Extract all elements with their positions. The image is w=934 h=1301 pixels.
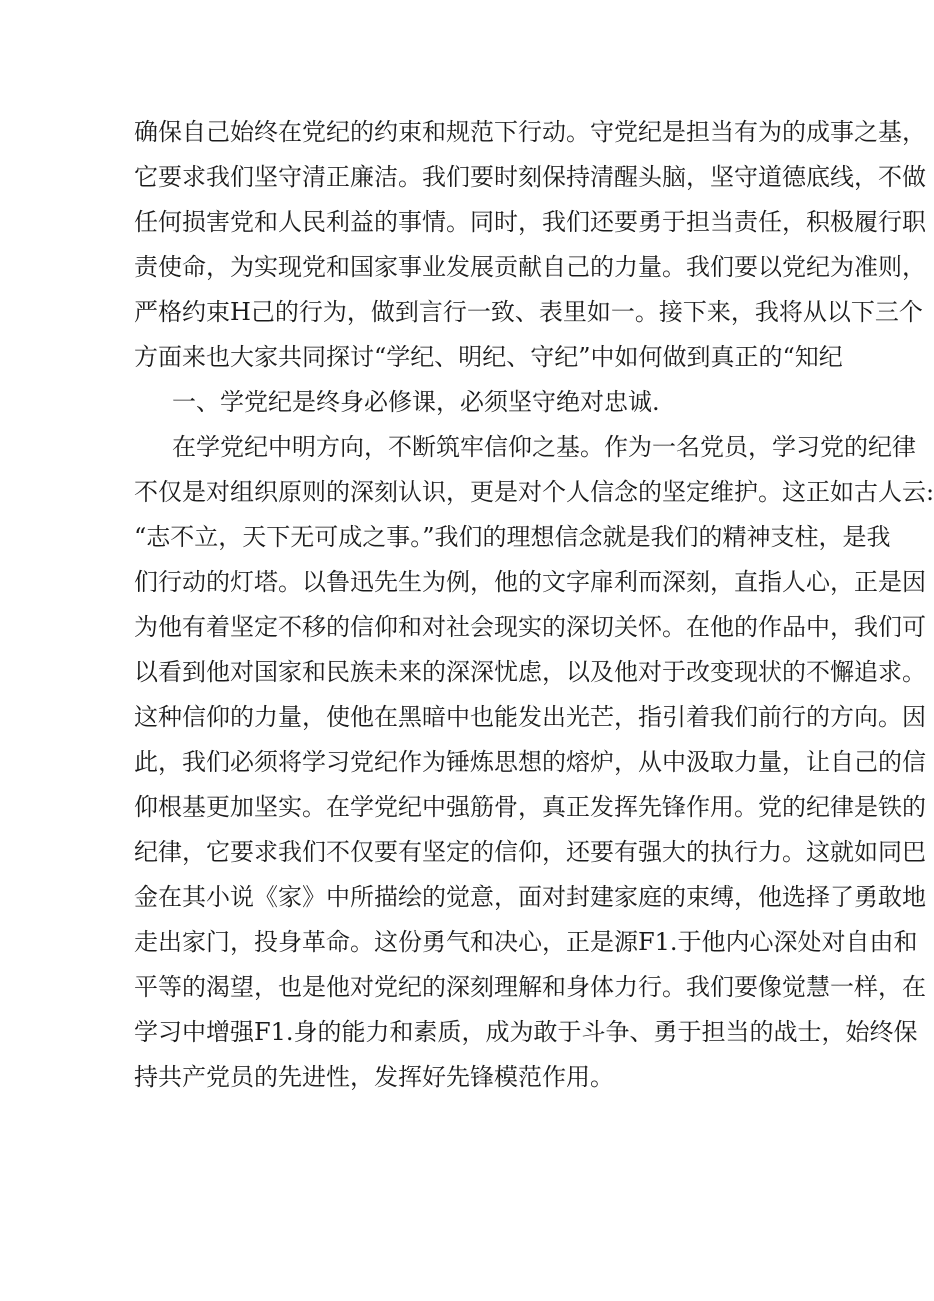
text-line: 责使命，为实现党和国家事业发展贡献自己的力量。我们要以党纪为准则， <box>134 253 926 281</box>
text-line: 它要求我们坚守清正廉洁。我们要时刻保持清醒头脑，坚守道德底线，不做 <box>134 163 926 191</box>
text-line: “志不立，天下无可成之事。”我们的理想信念就是我们的精神支柱，是我 <box>134 523 891 551</box>
text-line: 们行动的灯塔。以鲁迅先生为例，他的文字扉利而深刻，直指人心，正是因 <box>134 568 926 596</box>
document-body <box>134 110 934 1100</box>
text-line: 方面来也大家共同探讨“学纪、明纪、守纪”中如何做到真正的“知纪 <box>134 343 843 371</box>
text-line: 为他有着坚定不移的信仰和对社会现实的深切关怀。在他的作品中，我们可 <box>134 613 926 641</box>
text-line: 不仅是对组织原则的深刻认识，更是对个人信念的坚定维护。这正如古人云: <box>134 478 934 506</box>
text-line: 纪律，它要求我们不仅要有坚定的信仰，还要有强大的执行力。这就如同巴 <box>134 838 926 866</box>
text-line: 金在其小说《家》中所描绘的觉意，面对封建家庭的束缚，他选择了勇敢地 <box>134 883 926 911</box>
text-line: 平等的渴望，也是他对党纪的深刻理解和身体力行。我们要像觉慧一样，在 <box>134 973 926 1001</box>
text-line: 任何损害党和人民利益的事情。同时，我们还要勇于担当责任，积极履行职 <box>134 208 926 236</box>
text-line: 在学党纪中明方向，不断筑牢信仰之基。作为一名党员，学习党的纪律 <box>172 433 916 461</box>
text-line: 走出家门，投身革命。这份勇气和决心，正是源F1.于他内心深处对自由和 <box>134 928 918 956</box>
text-line: 以看到他对国家和民族未来的深深忧虑，以及他对于改变现状的不懈追求。 <box>134 658 926 686</box>
text-line: 学习中增强F1.身的能力和素质，成为敢于斗争、勇于担当的战士，始终保 <box>134 1018 918 1046</box>
text-line: 仰根基更加坚实。在学党纪中强筋骨，真正发挥先锋作用。党的纪律是铁的 <box>134 793 926 821</box>
text-line: 严格约束H己的行为，做到言行一致、表里如一。接下来，我将从以下三个 <box>134 298 923 326</box>
text-line: 此，我们必须将学习党纪作为锤炼思想的熔炉，从中汲取力量，让自己的信 <box>134 748 926 776</box>
section-heading: 一、学党纪是终身必修课，必须坚守绝对忠诚. <box>172 388 660 416</box>
text-line: 这种信仰的力量，使他在黑暗中也能发出光芒，指引着我们前行的方向。因 <box>134 703 926 731</box>
text-line: 确保自己始终在党纪的约束和规范下行动。守党纪是担当有为的成事之基， <box>134 118 926 146</box>
text-line: 持共产党员的先进性，发挥好先锋模范作用。 <box>134 1063 614 1091</box>
